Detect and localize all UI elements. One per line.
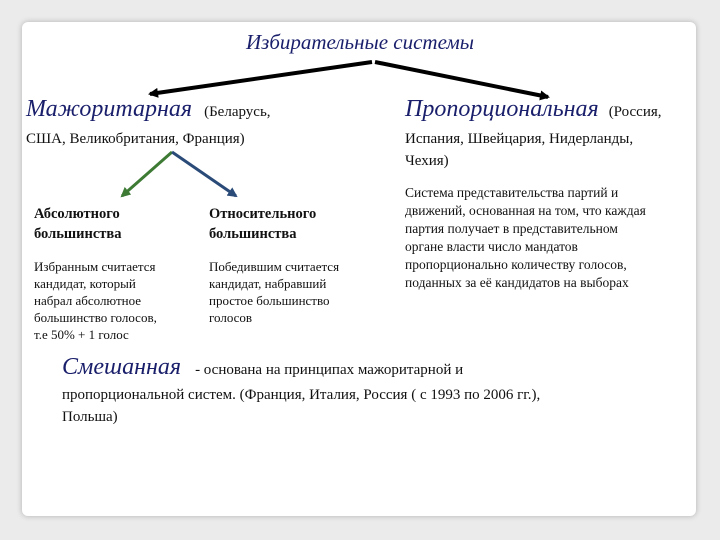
relative-majority-description bbox=[209, 258, 339, 326]
relative-desc-line: Победившим считается bbox=[209, 259, 340, 274]
absolute-desc-line: кандидат, который bbox=[34, 276, 136, 291]
majoritarian-heading-row bbox=[26, 96, 271, 123]
proportional-desc-line: пропорционально количеству голосов, bbox=[405, 257, 627, 272]
mixed-text-line1: - основана на принципах мажоритарной и bbox=[195, 362, 464, 378]
relative-label-line2: большинства bbox=[209, 226, 297, 242]
relative-majority-label bbox=[209, 204, 316, 244]
majoritarian-note-line2: США, Великобритания, Франция) bbox=[26, 131, 245, 147]
absolute-desc-line: большинство голосов, bbox=[34, 310, 157, 325]
proportional-desc-line: поданных за её кандидатов на выборах bbox=[405, 275, 629, 290]
proportional-desc-line: Система представительства партий и bbox=[405, 185, 619, 200]
relative-desc-line: голосов bbox=[209, 310, 253, 325]
majoritarian-heading: Мажоритарная bbox=[26, 96, 193, 122]
relative-label-line1: Относительного bbox=[209, 206, 317, 222]
mixed-text-line2: пропорциональной систем. (Франция, Италия, Россия ( с 1993 по 2006 гг.), bbox=[62, 387, 541, 403]
absolute-majority-label bbox=[34, 204, 122, 244]
mixed-text-line3: Польша) bbox=[62, 409, 118, 425]
arrow-to-relative bbox=[172, 152, 236, 196]
absolute-desc-line: набрал абсолютное bbox=[34, 293, 142, 308]
proportional-heading: Пропорциональная bbox=[405, 96, 599, 122]
proportional-note-line1: (Россия, bbox=[608, 104, 662, 120]
proportional-desc-line: партия получает в представительном bbox=[405, 221, 618, 236]
relative-desc-line: кандидат, набравший bbox=[209, 276, 327, 291]
proportional-description bbox=[405, 184, 646, 292]
relative-desc-line: простое большинство bbox=[209, 293, 330, 308]
mixed-heading-row bbox=[62, 354, 463, 381]
absolute-desc-line: т.е 50% + 1 голос bbox=[34, 327, 129, 342]
proportional-note-line2: Испания, Швейцария, Нидерланды, bbox=[405, 131, 634, 147]
mixed-text bbox=[62, 384, 540, 428]
majoritarian-note-line1: (Беларусь, bbox=[204, 104, 271, 120]
absolute-label-line2: большинства bbox=[34, 226, 122, 242]
proportional-note bbox=[405, 128, 633, 172]
proportional-desc-line: движений, основанная на том, что каждая bbox=[405, 203, 646, 218]
arrow-to-proportional bbox=[375, 62, 548, 97]
absolute-desc-line: Избранным считается bbox=[34, 259, 156, 274]
proportional-heading-row bbox=[405, 96, 662, 123]
absolute-label-line1: Абсолютного bbox=[34, 206, 120, 222]
proportional-note-line3: Чехия) bbox=[405, 153, 449, 169]
absolute-majority-description bbox=[34, 258, 157, 343]
diagram-title: Избирательные системы bbox=[245, 30, 475, 54]
mixed-heading: Смешанная bbox=[62, 354, 182, 380]
arrow-to-absolute bbox=[122, 152, 172, 196]
proportional-desc-line: органе власти число мандатов bbox=[405, 239, 578, 254]
arrow-to-majoritarian bbox=[150, 62, 372, 94]
